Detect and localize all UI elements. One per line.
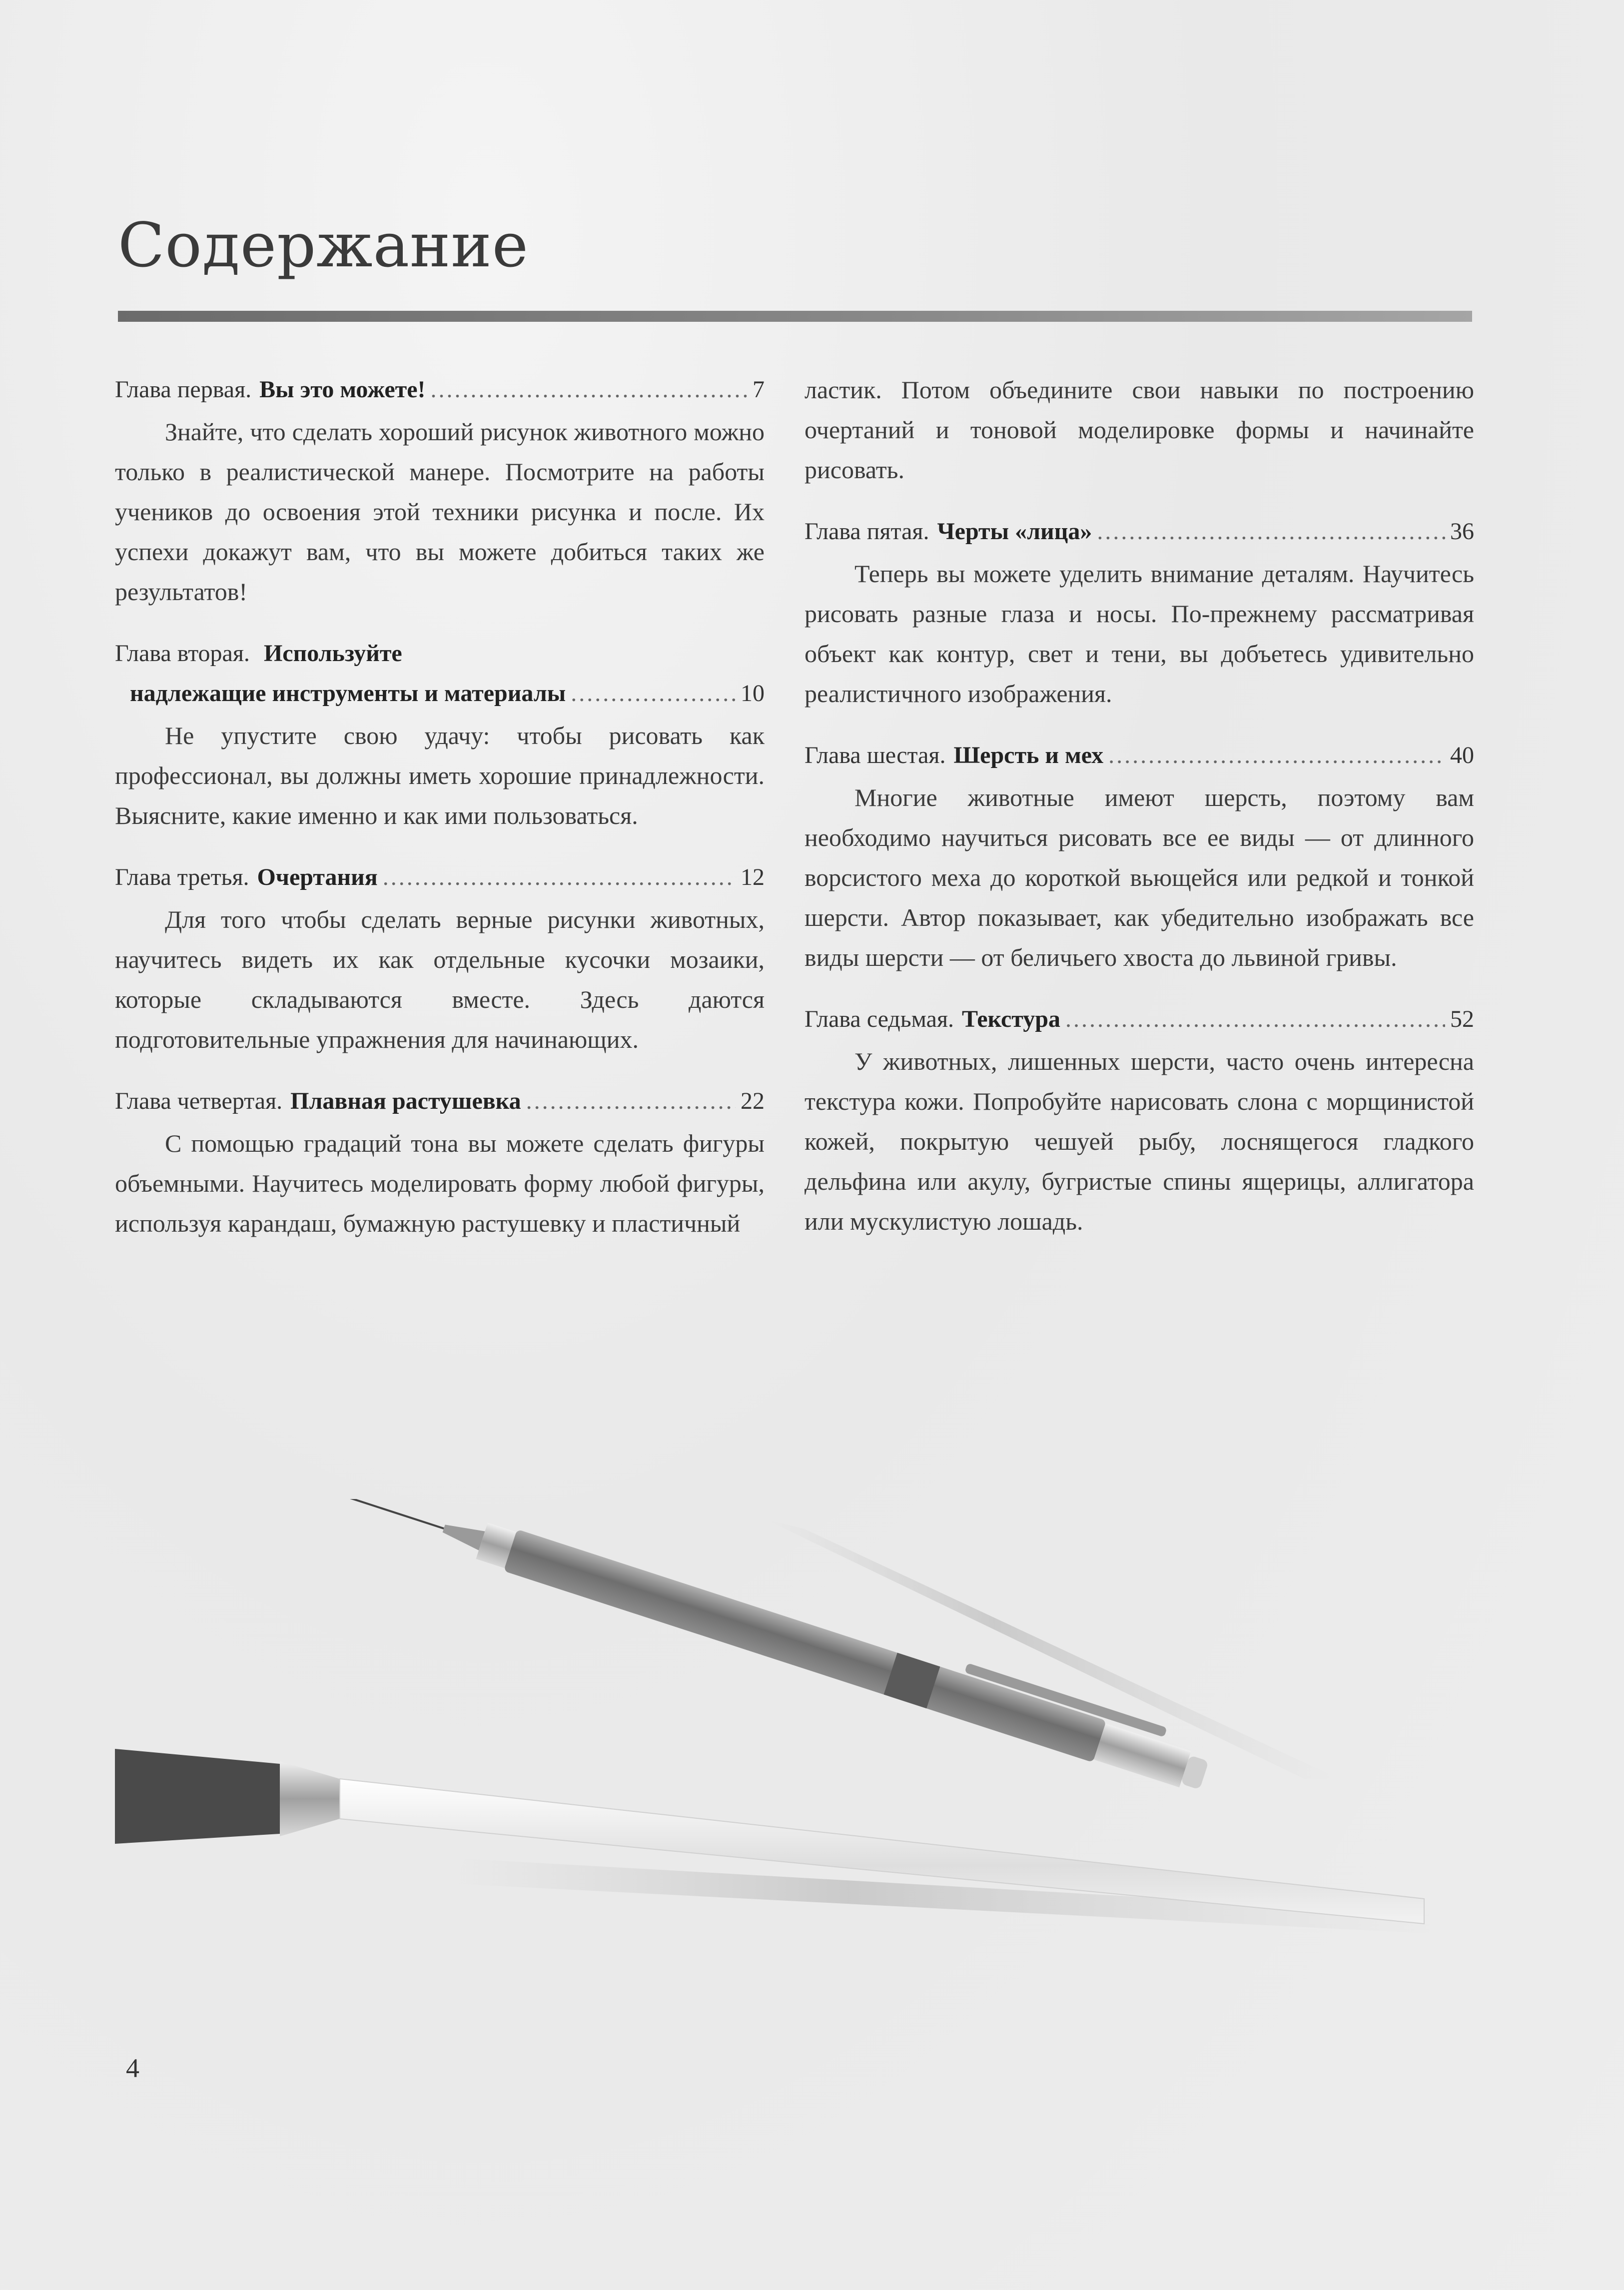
- toc-entry-chapter-5: [805, 512, 1474, 714]
- toc-entry-heading[interactable]: [805, 512, 1474, 552]
- page-ref: 12: [741, 864, 765, 890]
- dot-leader: [1065, 999, 1445, 1039]
- dot-leader: [526, 1081, 736, 1121]
- toc-entry-chapter-6: [805, 736, 1474, 977]
- toc-entry-heading[interactable]: [115, 634, 765, 714]
- chapter-name-line2: надлежащие инструменты и материалы: [130, 680, 566, 707]
- toc-entry-chapter-2: [115, 634, 765, 835]
- chapter-4-description-continued: ластик. Потом объедините свои навыки по построению очертаний и тоновой моделировке формы и начинайте рисовать.: [805, 376, 1474, 484]
- chapter-name: Вы это можете!: [259, 376, 426, 403]
- page-ref: 10: [741, 680, 765, 707]
- dot-leader: [383, 857, 736, 897]
- toc-entry-chapter-4: [115, 1081, 765, 1243]
- toc-entry-heading[interactable]: [115, 370, 765, 410]
- chapter-name: Текстура: [962, 1006, 1060, 1032]
- contents-right-column: [805, 370, 1474, 1263]
- toc-entry-chapter-1: [115, 370, 765, 612]
- contents-left-column: [115, 370, 765, 1265]
- toc-entry-heading[interactable]: [115, 857, 765, 897]
- chapter-name: Очертания: [257, 864, 378, 890]
- mechanical-pencil-icon: [299, 1499, 1215, 1796]
- chapter-name-line1: Используйте: [263, 640, 402, 667]
- chapter-label: Глава третья.: [115, 864, 249, 890]
- chapter-description: Знайте, что сделать хороший рисунок животного можно только в реалистической манере. Посмотрите на работы учеников до освоения этой техники рисунка и после. Их успехи докажут вам, что вы можете добиться таких же результатов!: [115, 418, 765, 606]
- page-ref: 40: [1450, 742, 1474, 768]
- toc-entry-chapter-7: [805, 999, 1474, 1241]
- dot-leader: [1108, 736, 1445, 775]
- chapter-description: Многие животные имеют шерсть, поэтому вам необходимо научиться рисовать все ее виды — от длинного ворсистого меха до короткой вьющейся или редкой и тонкой шерсти. Автор показывает, как убедительно изображать все виды шерсти — от беличьего хвоста до львиной гривы.: [805, 783, 1474, 971]
- title-rule: [118, 311, 1472, 322]
- toc-entry-heading[interactable]: [115, 1081, 765, 1121]
- dot-leader: [1097, 512, 1445, 552]
- chapter-name: Черты «лица»: [937, 518, 1092, 545]
- chapter-label: Глава пятая.: [805, 518, 929, 545]
- chapter-name: Шерсть и мех: [953, 742, 1104, 768]
- chapter-description: Теперь вы можете уделить внимание деталям. Научитесь рисовать разные глаза и носы. По-прежнему рассматривая объект как контур, свет и тени, вы добъетесь удивительно реалистичного изображения.: [805, 560, 1474, 708]
- page-ref: 36: [1450, 518, 1474, 545]
- pencil-and-brush-illustration: [115, 1499, 1504, 1999]
- chapter-name: Плавная растушевка: [290, 1088, 521, 1114]
- toc-entry-heading[interactable]: [805, 999, 1474, 1039]
- toc-entry-heading[interactable]: [805, 736, 1474, 775]
- chapter-description: У животных, лишенных шерсти, часто очень интересна текстура кожи. Попробуйте нарисовать слона с морщинистой кожей, покрытую чешуей рыбу, лоснящегося гладкого дельфина или акулу, бугристые спины ящерицы, аллигатора или мускулистую лошадь.: [805, 1047, 1474, 1235]
- chapter-label: Глава шестая.: [805, 742, 946, 768]
- page-ref: 52: [1450, 1006, 1474, 1032]
- chapter-label: Глава седьмая.: [805, 1006, 954, 1032]
- chapter-label: Глава четвертая.: [115, 1088, 283, 1114]
- page-number: 4: [126, 2053, 139, 2083]
- chapter-label: Глава первая.: [115, 376, 252, 403]
- chapter-label: Глава вторая.: [115, 640, 250, 667]
- page-ref: 22: [741, 1088, 765, 1114]
- page-ref: 7: [753, 376, 765, 403]
- chapter-description: С помощью градаций тона вы можете сделать фигуры объемными. Научитесь моделировать форму любой фигуры, используя карандаш, бумажную растушевку и пластичный: [115, 1129, 765, 1237]
- dot-leader: [431, 370, 748, 410]
- dot-leader: [571, 674, 736, 714]
- chapter-description: Для того чтобы сделать верные рисунки животных, научитесь видеть их как отдельные кусочки мозаики, которые складываются вместе. Здесь даются подготовительные упражнения для начинающих.: [115, 905, 765, 1053]
- page-title: Содержание: [118, 210, 529, 281]
- toc-entry-chapter-3: [115, 857, 765, 1059]
- chapter-description: Не упустите свою удачу: чтобы рисовать как профессионал, вы должны иметь хорошие принадлежности. Выясните, какие именно и как ими пользоваться.: [115, 722, 765, 829]
